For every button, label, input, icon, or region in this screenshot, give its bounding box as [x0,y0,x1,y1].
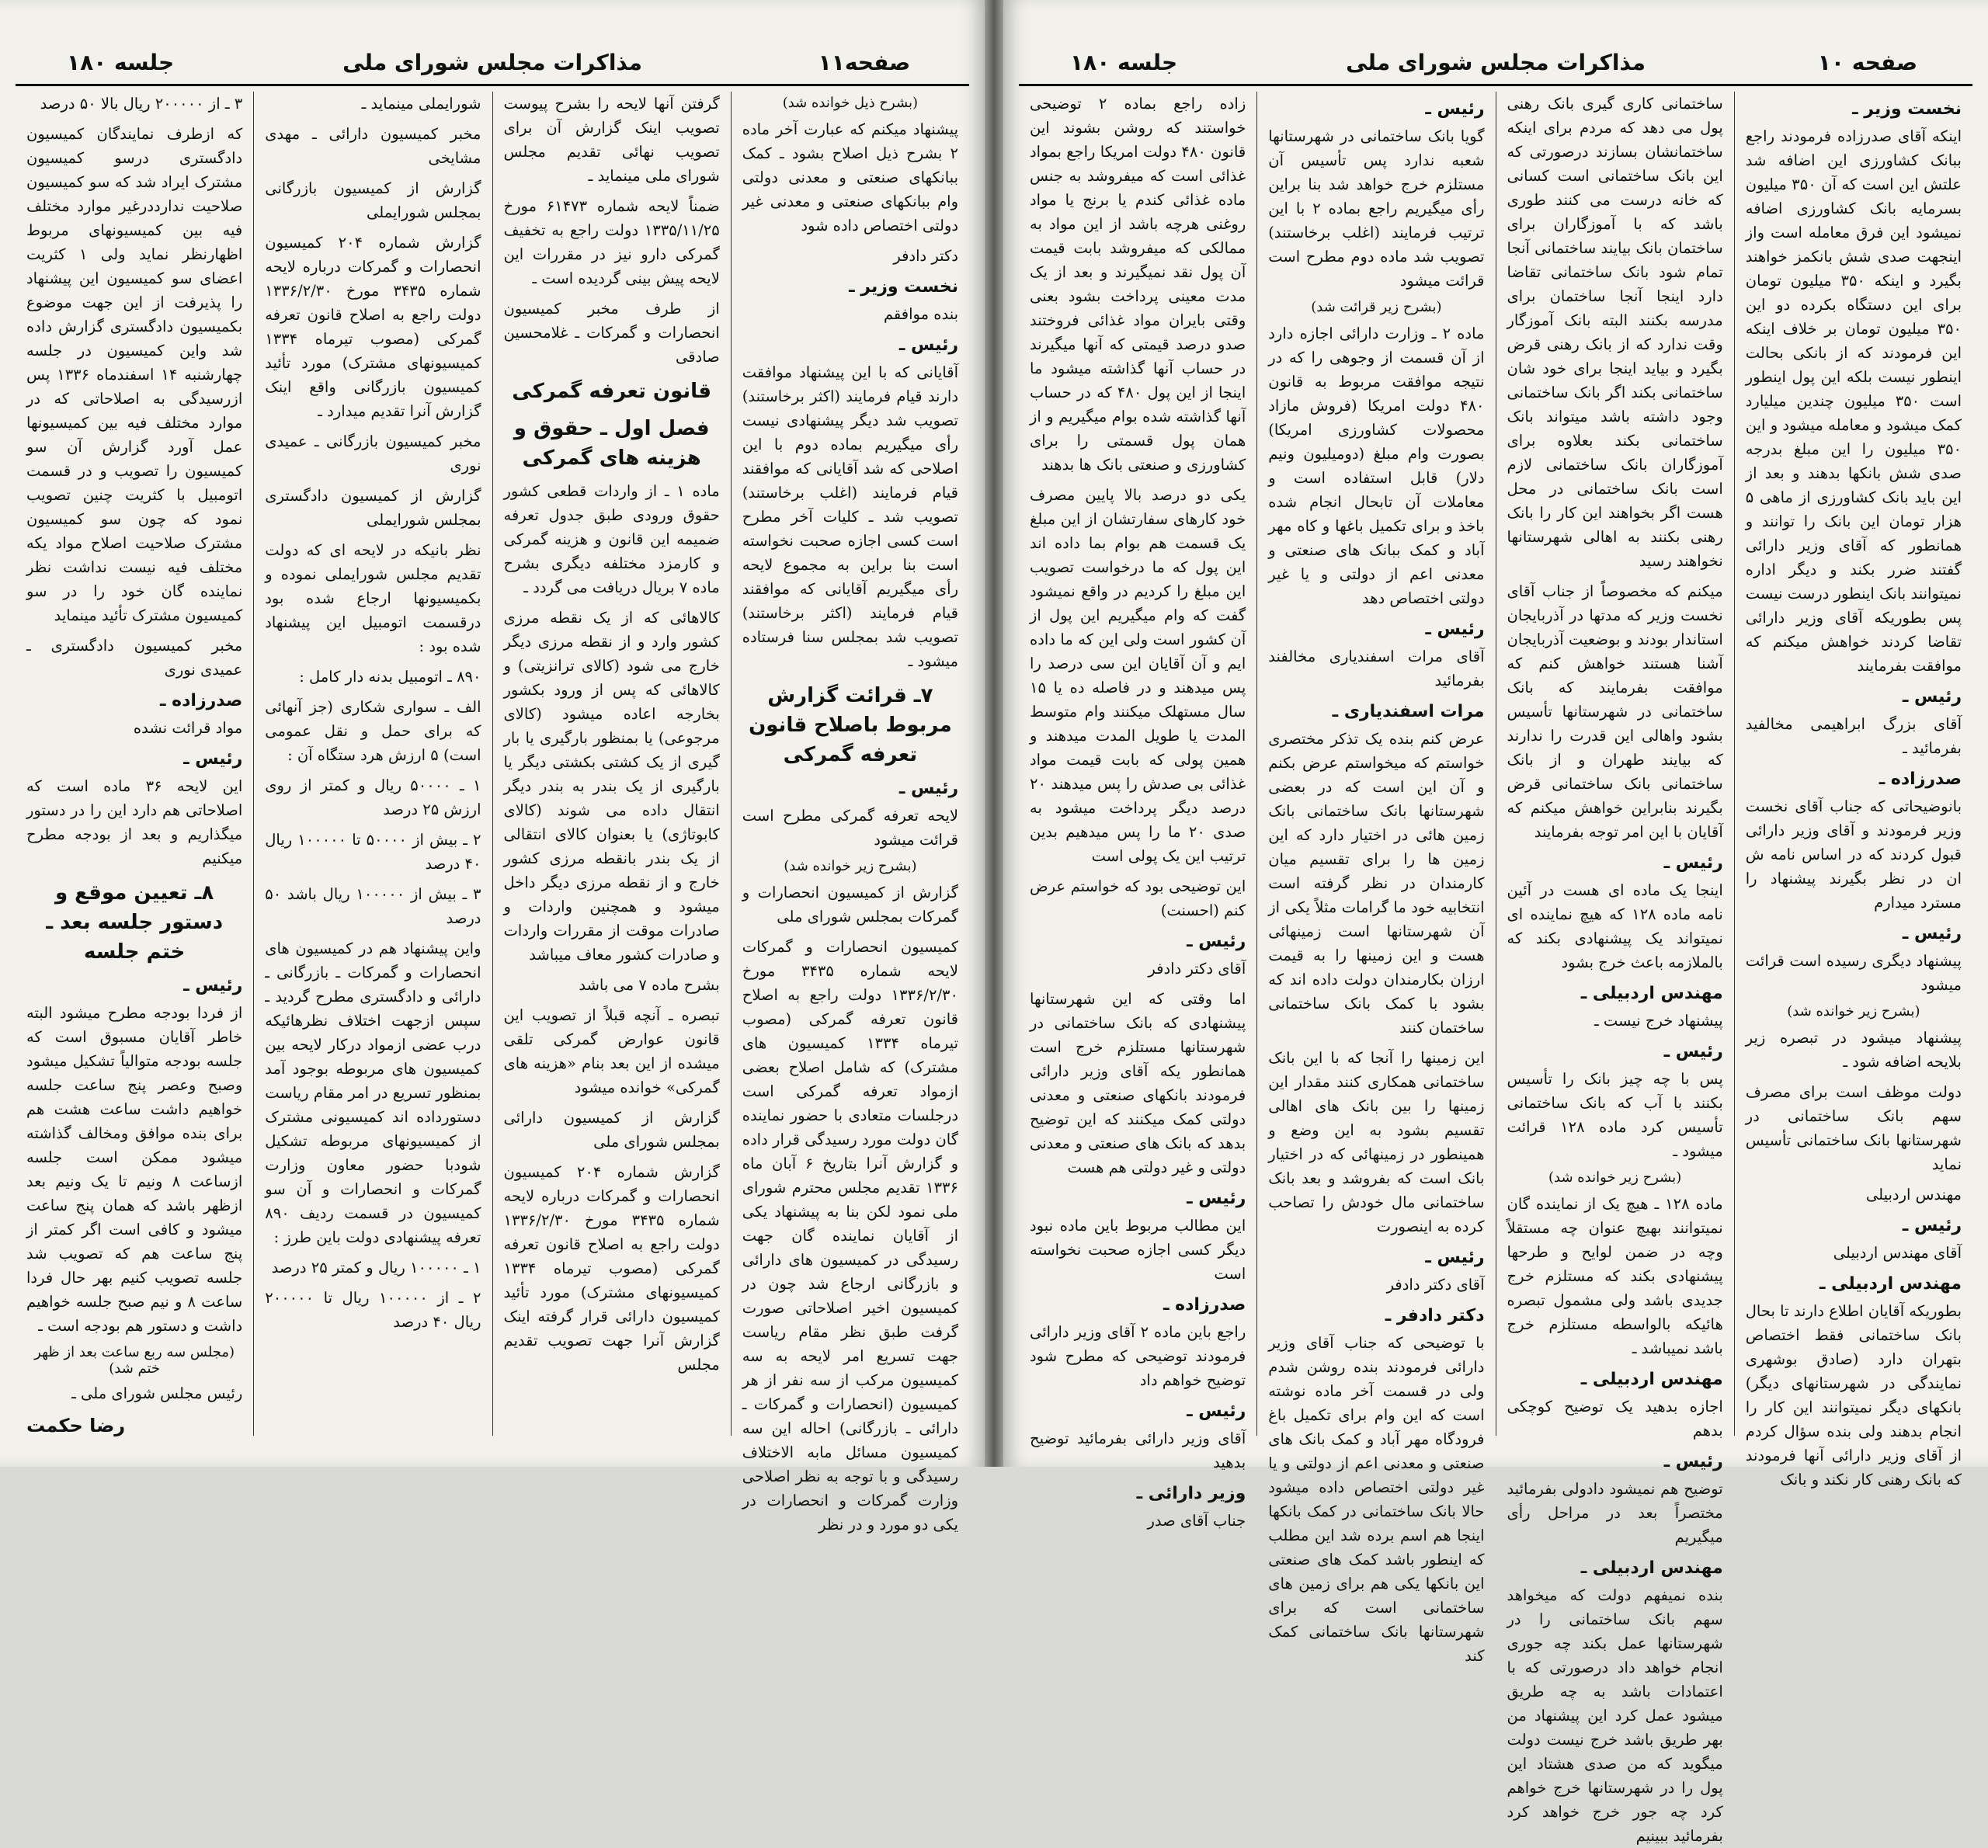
speaker-name: رئیس ـ [1425,1248,1485,1267]
paragraph: نظر بانیکه در لایحه ای که دولت تقدیم مجلس شورایملی نموده و بکمیسیونها ارجاع شده بود درقسمت اتومبیل این پیشنهاد شده بود : [265,541,481,655]
speaker-name: صدرزاده ـ [1879,769,1962,789]
reading-note: (بشرح زیر خوانده شد) [1548,1169,1682,1186]
left-column-1 [731,92,969,1534]
paragraph: اینجا یک ماده ای هست در آئین نامه ماده ۱۲۸ که هیچ نماینده ای نمیتواند یک پیشنهادی بکند که بالملازمه باعث خرج بشود [1507,881,1723,971]
right-column-3 [1256,92,1495,1665]
section-heading: ۷ـ قرائت گزارش مربوط باصلاح قانون تعرفه گمرکی [749,684,952,766]
paragraph: ۱ ـ ۵۰۰۰۰ ریال و کمتر از روی ارزش ۲۵ درصد [265,776,481,818]
paragraph: دولت موظف است برای مصرف سهم بانک ساختمانی در شهرستانها بانک ساختمانی تأسیس نماید [1745,1083,1962,1173]
paragraph: گرفتن آنها لایحه را بشرح پیوست تصویب اینک گزارش آن برای تصویب نهائی تقدیم مجلس شورای ملی مینماید ـ [503,95,720,185]
section-heading: ۸ـ تعیین موقع و دستور جلسه بعد ـ ختم جلسه [46,881,224,964]
speaker-name: نخست وزیر ـ [849,277,958,297]
left-page-columns [16,92,969,1534]
paragraph: ضمناً لایحه شماره ۶۱۴۷۳ مورخ ۱۳۳۵/۱۱/۲۵ دولت راجع به تخفیف گمرکی دارو نیز در مقررات این لایحه پیش بینی گردیده است ـ [503,197,720,287]
paragraph: این توضیحی بود که خواستم عرض کنم (احسنت) [1030,877,1246,919]
speaker-name: رئیس ـ [1902,1216,1962,1235]
speaker-name: رئیس ـ [1663,1042,1723,1061]
page-number: صفحه۱۱ [818,49,911,75]
speaker-name: رئیس ـ [183,976,243,995]
page-number: صفحه ۱۰ [1817,49,1918,75]
paragraph: مواد قرائت نشده [133,719,243,737]
paragraph: یکی دو درصد بالا پایین مصرف خود کارهای سفارتشان از این مبلغ یک قسمت هم بوام بما داده اند این پول که ما درخواست تصویب این مبلغ را کردیم در واقع نمیشود گفت که وام میگیریم این پول از آن کشور است ولی این که ما داده ایم و آن آقایان این سی درصد را پس میدهند و در فاصله ده یا ۱۵ سال مستهلک میکنند وام متوسط المدت یا طویل المدت میدهند و همین پولی که بابت قیمت مواد غذائی بی صدش را پس میدهند ۲۰ درصد دیگر پرداخت میشود به صدی ۲۰ ما را پس میدهیم بدین ترتیب این یک پولی است [1030,486,1246,865]
speaker-name: رئیس ـ [1663,853,1723,873]
speaker-name: رئیس ـ [1902,687,1962,707]
paragraph: این زمینها را آنجا که با این بانک ساختمانی همکاری کنند مقدار این زمینها را بین بانک های اهالی تقسیم بشود به این وضع و همینطور در زمینهائی که در اختیار بانک است که بفروشد و بعد بانک ساختمانی مال خودش را تصاحب کرده به اینصورت [1268,1049,1485,1235]
paragraph: شورایملی مینماید ـ [361,95,481,113]
paragraph: تبصره ـ آنچه قبلاً از تصویب این قانون عوارض گمرکی تلقی میشده از این بعد بنام «هزینه های گمرکی» خوانده میشود [503,1006,720,1096]
speaker-name: رئیس ـ [1187,1402,1246,1421]
paragraph: بنده موافقم [883,305,958,323]
paragraph: این مطالب مربوط باین ماده نبود دیگر کسی اجازه صحبت نخواسته است [1030,1217,1246,1283]
paragraph: مهندس اردبیلی [1865,1186,1962,1204]
paragraph: اینکه آقای صدرزاده فرمودند راجع ببانک کشاورزی این اضافه شد علتش این است که آن ۳۵۰ میلیون بسرمایه بانک کشاورزی اضافه نمیشود این فرق معامله است واز اینجهت صدی شش بانکمز خواهند بگیرد و اینکه ۳۵۰ میلیون تومان برای این دستگاه بکرده دو این ۳۵۰ میلیون تومان بر خلاف اینکه این فرمودند که از بانکی بحالت اینطور نیست بلکه این پول اینطور است ۳۵۰ میلیون چندین میلیارد کمک میشود و معامله میشود و این ۳۵۰ میلیون را این مبلغ بدرجه صدی شش بانکها بدهند و بعد از این باید بانک کشاورزی از ماهی ۵ هزار تومان این بانک را توانند و همانطور که آقای وزیر دارائی گفتند ضرر بکند و دیگر اداره نمیتوانند بانک اینطور درست نیست پس بطوریکه آقای وزیر دارائی تقاضا کردند خواهش میکنم که موافقت بفرمایند [1745,127,1962,675]
speaker-name: رئیس ـ [898,779,958,798]
paragraph: جناب آقای صدر [1147,1512,1246,1530]
book-gutter [985,0,1003,1467]
paragraph: پس با چه چیز بانک را تأسیس بکنند با آب که بانک ساختمانی تأسیس کرد ماده ۱۲۸ قرائت میشود ـ [1507,1070,1723,1160]
paragraph: بنده نمیفهم دولت که میخواهد سهم بانک ساختمانی را در شهرستانها عمل بکند چه جوری انجام خواهد داد درصورتی که با اعتمادات باشد به چه طریق میشود عمل کرد این پیشنهاد من بهر طریق باشد خرج نیست دولت میگوید که من صدی هشتاد این پول را در شهرستانها خرج خواهم کرد چه جور خرج خواهد کرد بفرمائید ببینیم [1507,1586,1723,1845]
reading-note: (بشرح زیر خوانده شد) [1787,1003,1920,1020]
speaker-name: مهندس اردبیلی ـ [1580,1558,1723,1578]
paragraph: آقایانی که با این پیشنهاد موافقت دارند قیام فرمایند (اکثر برخاستند) تصویب شد دیگر پیشنهادی نیست رأی میگیریم بماده دوم با این اصلاحی که شد آقایانی که موافقند قیام فرمایند (اغلب برخاستند) تصویب شد ـ کلیات آخر مطرح است کسی اجازه صحبت نخواسته است بنا براین به مجموع لایحه رأی میگیریم آقایانی که موافقند قیام فرمایند (اکثر برخاستند) تصویب شد بمجلس سنا فرستاده میشود ـ [742,363,958,670]
paragraph: کمیسیون انحصارات و گمرکات لایحه شماره ۳۴۳۵ مورخ ۱۳۳۶/۲/۳۰ دولت راجع به اصلاح قانون تعرفه گمرکی (مصوب تیرماه ۱۳۳۴ کمیسیون های مشترک) که شامل اصلاح بعضی ازمواد تعرفه گمرکی است درجلسات متعادی با حضور نماینده گان دولت مورد رسیدگی قرار داده و گزارش آنرا بتاریخ ۶ آبان ماه ۱۳۳۶ تقدیم مجلس محترم شورای ملی نمود لکن بنا به پیشنهاد یکی از آقایان نماینده گان جهت رسیدگی در کمیسیون های دارائی و بازرگانی ارجاع شد چون در کمیسیون اخیر اصلاحاتی صورت گرفت طبق نظر مقام ریاست جهت تسریع امر لایحه به سه کمیسیون مرکب از سه نفر از هر کمیسیون (انحصارات و گمرکات ـ دارائی ـ بازرگانی) احاله این سه کمیسیون مسائل مابه الاختلاف رسیدگی و با توجه به نظر اصلاحی وزارت گمرکات و انحصارات در یکی دو مورد و در نظر [742,938,958,1534]
paragraph: ۲ ـ از ۱۰۰۰۰۰ ریال تا ۲۰۰۰۰۰ ریال ۴۰ درصد [265,1289,481,1331]
speaker-name: رئیس ـ [1187,1189,1246,1208]
session-number: جلسه ۱۸۰ [1070,49,1178,75]
paragraph: از طرف مخبر کمیسیون انحصارات و گمرکات ـ غلامحسین صادقی [503,300,720,366]
paragraph: از فردا بودجه مطرح میشود البته خاطر آقایان مسبوق است که جلسه بودجه متوالیاً تشکیل میشود وصبح وعصر پنج ساعت جلسه خواهیم داشت ساعت هشت هم برای بنده موافق ومخالف گذاشته میشود ممکن است جلسه ازساعت ۸ ونیم تا یک ونیم بعد ازظهر باشد که همان پنج ساعت میشود و کافی است اگر کمتر از پنج ساعت هم که تصویب شد جلسه تصویب کنیم بهر حال فردا ساعت ۸ و نیم صبح جلسه خواهیم داشت و دستور هم بودجه است ـ [26,1004,243,1335]
speaker-name: رئیس ـ [1425,620,1485,639]
signature-name: رضا حکمت [26,1415,126,1436]
paragraph: مخبر کمیسیون دارائی ـ مهدی مشایخی [265,125,481,167]
paragraph: گزارش شماره ۲۰۴ کمیسیون انحصارات و گمرکات درباره لایحه شماره ۳۴۳۵ مورخ ۱۳۳۶/۲/۳۰ دولت راجع به اصلاح قانون تعرفه گمرکی (مصوب تیرماه ۱۳۳۴ کمیسیونهای مشترک) مورد تأئید کمیسیون دارائی قرار گرفته اینک گزارش آنرا جهت تصویب تقدیم مجلس [503,1163,720,1374]
speaker-name: رئیس ـ [1902,924,1962,943]
left-column-3 [253,92,492,1436]
right-column-4 [1019,92,1256,1530]
speaker-name: رئیس ـ [1187,932,1246,951]
speaker-name: صدرزاده ـ [1163,1295,1246,1315]
paragraph: بانوضیحاتی که جناب آقای نخست وزیر فرمودند و آقای وزیر دارائی قبول کردند که در اساس نامه ش ان در نظر بگیرند پیشنهاد را مسترد میدارم [1745,797,1962,912]
speaker-name: نخست وزیر ـ [1852,99,1962,119]
paragraph: گویا بانک ساختمانی در شهرستانها شعبه ندارد پس تأسیس آن مستلزم خرج خواهد شد بنا براین رأی میگیریم راجع بماده ۲ با این ترتیب فرمایند (اغلب برخاستند) تصویب شد ماده دوم مطرح است قرائت میشود [1268,127,1485,290]
paragraph: توضیح هم نمیشود دادولی بفرمائید مختصراً بعد در مراحل رأی میگیریم [1507,1480,1723,1546]
paragraph: آقای مرات اسفندیاری مخالفند بفرمائید [1268,648,1485,690]
paragraph: با توضیحی که جناب آقای وزیر دارائی فرمودند بنده روشن شدم ولی در قسمت آخر ماده نوشته است که این وام برای تکمیل باغ فرودگاه مهر آباد و کمک بانک های صنعتی و معدنی اعم از دولتی و یا غیر دولتی اختصاص داده میشود حالا بانک ساختمانی در کمک بانکها اینجا هم اسم برده شد این مطلب که اینطور باشد کمک های صنعتی این بانکها یکی هم برای زمین های ساختمانی است که برای شهرستانها بانک ساختمانی کمک کند [1268,1334,1485,1665]
reading-note: (بشرح زیر قرائت شد) [1311,299,1442,315]
session-number: جلسه ۱۸۰ [67,49,175,75]
paragraph: ۱ ـ ۱۰۰۰۰۰ ریال و کمتر ۲۵ درصد [271,1259,481,1277]
paragraph: اجازه بدهید یک توضیح کوچکی بدهم [1507,1398,1723,1440]
paragraph: ۳ ـ بیش از ۱۰۰۰۰۰ ریال باشد ۵۰ درصد [265,885,481,927]
paragraph: ۸۹۰ ـ اتومبیل بدنه دار کامل : [299,668,481,686]
left-column-4 [16,92,253,1436]
section-heading: فصل اول ـ حقوق و هزینه های گمرکی [513,417,710,470]
paragraph: پیشنهاد میکنم که عبارت آخر ماده ۲ بشرح ذیل اصلاح بشود ـ کمک ببانکهای صنعتی و معدنی دولتی وام ببانکهای صنعتی و معدنی غیر دولتی اختصاص داده شود [742,120,958,234]
paragraph: گزارش شماره ۲۰۴ کمیسیون انحصارات و گمرکات درباره لایحه شماره ۳۴۳۵ مورخ ۱۳۳۶/۲/۳۰ دولت راجع به اصلاح قانون تعرفه گمرکی (مصوب تیرماه ۱۳۳۴ کمیسیونهای مشترک) مورد تأئید کمیسیون بازرگانی واقع اینک گزارش آنرا تقدیم میدارد ـ [265,234,481,420]
paragraph: آقای دکتر دادفر [1148,960,1246,978]
speaker-name: وزیر دارائی ـ [1136,1484,1246,1503]
speaker-name: صدرزاده ـ [159,691,243,710]
paragraph: الف ـ سواری شکاری (جز آنهائی که برای حمل و نقل عمومی است) ۵ ارزش هرد ستگاه آن : [265,698,481,764]
paragraph: پیشنهاد میشود در تبصره زیر بلایحه اضافه شود ـ [1745,1029,1962,1071]
paragraph: بطوریکه آقایان اطلاع دارند تا بحال بانک ساختمانی فقط اختصاص بتهران دارد (صادق بوشهری نمایندگی در شهرستانهای دیگر) بانکهای دیگر نمیتوانند این کار را انجام بدهند ولی بنده سؤال کردم از آقای وزیر دارائی آنها فرمودند که بانک رهنی کار نکند و بانک [1745,1302,1962,1488]
paragraph: راجع باین ماده ۲ آقای وزیر دارائی فرمودند توضیحی که مطرح شود توضیح خواهم داد [1030,1323,1246,1389]
paragraph: رئیس مجلس شورای ملی ـ [71,1384,243,1402]
paragraph: که ازطرف نمایندگان کمیسیون دادگستری درسو کمیسیون مشترک ایراد شد که سو کمیسیون صلاحیت ندارددرغیر موارد مختلف فیه بین کمیسیونهای مربوط اظهارنظر نماید ولی ۱ کثریت اعضای سو کمیسیون این پیشنهاد را پذیرفت از این جهت موضوع بکمیسیون دادگستری گزارش داده شد واین کمیسیون در جلسه چهارشنبه ۱۴ اسفندماه ۱۳۳۶ پس ازرسیدگی به اصلاحاتی که در موارد مختلف فیه بین کمیسیونها عمل آورد گزارش آن سو کمیسیون را تصویب و در قسمت اتومبیل با کثریت چنین تصویب نمود که چون سو کمیسیون مشترک صلاحیت اصلاح مواد یکه مختلف فیه نیست نداشت نظر نماینده گان خود را در سو کمیسیون مشترک تأئید مینماید [26,125,243,624]
right-page [1003,0,1988,1845]
session-end-note: (مجلس سه ربع ساعت بعد از ظهر ختم شد) [34,1344,235,1377]
speaker-name: مهندس اردبیلی ـ [1819,1274,1962,1294]
paragraph: زاده راجع بماده ۲ توضیحی خواستند که روشن بشوند این قانون ۴۸۰ دولت امریکا راجع بمواد غذائی است که میفروشد به جنس ماده غذائی کندم یا برنج یا مواد روغنی هرچه باشد از این مواد به ممالکی که میفروشد بابت قیمت آن پول نقد نمیگیرند و بعد از یک مدت معینی پرداخت بشود بعنی وقتی بایران مواد غذائی فروختند صدو درصد قیمتی که آنها میگیرند در حساب آنها گذاشته میشود ما اینجا از این پول ۴۸۰ که در حساب آنها گذاشته شده بوام میگیریم و از همان پول قسمتی را برای کشاورزی و صنعتی بانک ها بدهند [1030,95,1246,474]
publication-title: مذاکرات مجلس شورای ملی [1346,49,1646,75]
paragraph: آقای وزیر دارائی بفرمائید توضیح بدهید [1030,1429,1246,1471]
right-page-columns [1019,92,1972,1845]
right-page-header [1019,40,1972,86]
speaker-name: دکتر دادفر ـ [1385,1306,1485,1325]
left-column-2 [492,92,731,1436]
reading-note: (بشرح زیر خوانده شد) [784,858,917,874]
paragraph: ۲ ـ بیش از ۵۰۰۰۰ تا ۱۰۰۰۰۰ ریال ۴۰ درصد [265,831,481,873]
paragraph: این لایحه ۳۶ ماده است که اصلاحاتی هم دارد این را در دستور میگذاریم و بعد از بودجه مطرح میکنیم [26,777,243,867]
speaker-name: رئیس ـ [898,335,958,355]
speaker-name: رئیس ـ [183,749,243,769]
reading-note: (بشرح ذیل خوانده شد) [782,95,919,111]
speaker-name: مهندس اردبیلی ـ [1580,1370,1723,1389]
paragraph: آقای بزرگ ابراهیمی مخالفید بفرمائید ـ [1745,715,1962,757]
paragraph: گزارش از کمیسیون دادگستری بمجلس شورایملی [265,487,481,529]
left-page-header [16,40,969,86]
paragraph: اما وقتی که این شهرستانها پیشنهادی که بانک ساختمانی در شهرستانها مستلزم خرج است همانطور یکه آقای وزیر دارائی فرمودند بانکهای صنعتی و معدنی دولتی کمک میکنند که این توضیح بدهد که بانک های صنعتی و معدنی دولتی و غیر دولتی هم هست [1030,990,1246,1176]
paragraph: میکنم که مخصوصاً از جناب آقای نخست وزیر که مدتها در آذربایجان استاندار بودند و بوضعیت آذربایجان آشنا هستند خواهش کنم که موافقت بفرمایند که بانک ساختمانی در شهرستانها تأسیس بشود واهالی این قدرت را ندارند که بیایند طهران و از بانک ساختمانی بانک ساختمانی قرض بگیرند بنابراین خواهش میکنم که آقایان با این امر توجه بفرمایند [1507,582,1723,841]
paragraph: گزارش از کمیسیون دارائی بمجلس شورای ملی [503,1109,720,1151]
paragraph: ماده ۲ ـ وزارت دارائی اجازه دارد از آن قسمت از وجوهی را که در نتیجه موافقت مربوط به قانون ۴۸۰ دولت امریکا (فروش مازاد محصولات کشاورزی امریکا) بصورت وام مبلغ (دومیلیون ونیم دلار) قابل استفاده است و معاملات آن تابحال انجام شده باخذ و برای تکمیل باغها و کاه مهر آباد و کمک ببانک های صنعتی و معدنی اعم از دولتی و یا غیر دولتی اختصاص دهد [1268,325,1485,607]
paragraph: بشرح ماده ۷ می باشد [579,976,720,994]
paragraph: عرض کنم بنده یک تذکر مختصری خواستم که میخواستم عرض بکنم و آن این است که در بعضی شهرستانها بانک ساختمانی بانک زمین هائی در اختیار دارد که این زمین ها را برای تقسیم میان کارمندان در نظر گرفته است انتخابیه خود ما گرامات مثلاً یکی از آن شهرستانها است زمینهائی هست و این زمینها را به قیمت ارزان بکارمندان دولت داده اند که بشود با کمک بانک ساختمانی ساختمان کنند [1268,730,1485,1037]
paragraph: گزارش از کمیسیون انحصارات و گمرکات بمجلس شورای ملی [742,884,958,926]
publication-title: مذاکرات مجلس شورای ملی [342,49,642,75]
paragraph: لایحه تعرفه گمرکی مطرح است قرائت میشود [742,807,958,849]
paragraph: ماده ۱۲۸ ـ هیچ یک از نماینده گان نمیتوانند بهیچ عنوان چه مستقلاً وچه در ضمن لوایح و طرحها پیشنهادی بکند که مستلزم خرج جدیدی باشد ولی مشمول تبصره هائیکه بالواسطه مستلزم خرج باشد نمیباشد ـ [1507,1195,1723,1357]
paragraph: پیشنهاد خرج نیست ـ [1594,1012,1723,1030]
speaker-name: مهندس اردبیلی ـ [1580,984,1723,1003]
paragraph: گزارش از کمیسیون بازرگانی بمجلس شورایملی [265,179,481,221]
paragraph: آقای مهندس اردبیلی [1833,1244,1962,1262]
paragraph: ساختمانی کاری گیری بانک رهنی پول می دهد که مردم برای اینکه ساختمانشان بسازند درصورتی که این بانک ساختمانی است کسانی که خانه درست می کنند طوری باشد که با آموزگاران برای ساختمان بانک بیایند ساختمانی آنجا تمام شود بانک ساختمانی تقاضا دارد اینجا آنجا ساختمان برای مدرسه بکنند البته بانک آموزگار وقت ندارد که از بانک رهنی قرض بگیرد و بیاید اینجا برای خود شان ساختمانی بکند اگر بانک ساختمانی وجود داشته باشد میتواند بانک ساختمانی بکند بعلاوه برای آموزگاران بانک ساختمانی لازم است بانک ساختمانی در محل هست اگر بخواهند این کار را بانک رهنی بکنند به اهالی شهرستانها نخواهند رسید [1507,95,1723,570]
speaker-name: مرات اسفندیاری ـ [1332,702,1485,721]
left-page [0,0,985,1534]
paragraph: آقای دکتر دادفر [1386,1276,1485,1294]
paragraph: کالاهائی که از یک نقطه مرزی کشور وارد و از نقطه مرزی دیگر خارج می شود (کالای ترانزیتی) و کالاهائی که پس از ورود بکشور بخارجه اعاده میشود (کالای مرجوعی) یا بمنظور بارگیری یا بار گیری از یک کشتی بکشتی دیگر یا بارگیری از یک بندر به بندر دیگر انتقال داده می شوند (کالای کابوتاژی) یا بعنوان کالای انتقالی از یک بندر بانقطه مرزی کشور خارج و از نقطه مرزی دیگر داخل میشود و همچنین واردات و صادرات موقت از مقررات واردات و صادرات کشور معاف میباشد [503,609,720,964]
paragraph: ۳ ـ از ۲۰۰۰۰۰ ریال بالا ۵۰ درصد [40,95,243,113]
section-heading: قانون تعرفه گمرکی [512,380,711,403]
paragraph: واین پیشنهاد هم در کمیسیون های انحصارات و گمرکات ـ بازرگانی ـ دارائی و دادگستری مطرح گردید ـ سپس ازجهت اختلاف نظرهائیکه درب عضی ازمواد درکار لایحه بین کمیسیون های مربوطه بوجود آمد بمنظور تسریع در امر مقام ریاست دستورداده اند کمیسیونی مشترک از کمیسیونهای مربوطه تشکیل شودبا حضور معاون وزارت گمرکات و انحصارات و آن سو کمیسیون در قسمت ردیف ۸۹۰ تعرفه پیشنهادی دولت باین طرز : [265,940,481,1246]
speaker-name: رئیس ـ [1425,99,1485,119]
paragraph: مخبر کمیسیون دادگستری ـ عمیدی نوری [26,637,243,679]
right-column-1 [1734,92,1972,1488]
speaker-name: رئیس ـ [1663,1452,1723,1471]
paragraph: پیشنهاد دیگری رسیده است قرائت میشود [1745,952,1962,994]
right-column-2 [1496,92,1734,1845]
paragraph: ماده ۱ ـ از واردات قطعی کشور حقوق ورودی طبق جدول تعرفه ضمیمه این قانون و هزینه گمرکی و کارمزد مختلفه دیگری بشرح ماده ۷ بریال دریافت می گردد ـ [503,482,720,596]
paragraph: مخبر کمیسیون بازرگانی ـ عمیدی نوری [265,432,481,474]
paragraph: دکتر دادفر [893,247,958,265]
